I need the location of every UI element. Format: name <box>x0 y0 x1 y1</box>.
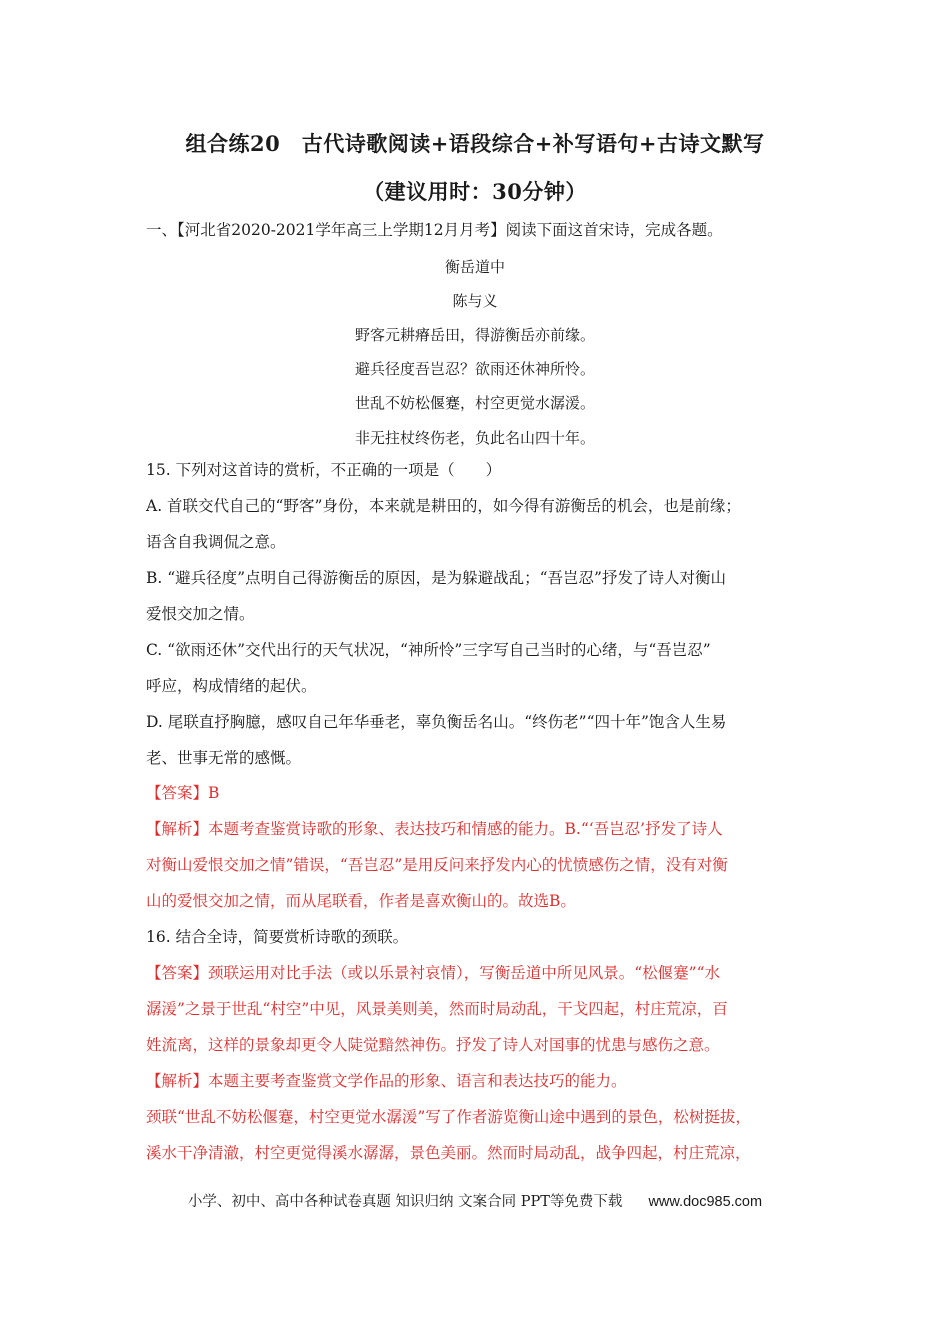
option-b: B. “避兵径度”点明自己得游衡岳的原因，是为躲避战乱；“吾岂忍”抒发了诗人对衡山 <box>146 569 726 587</box>
section-intro: 一、【河北省2020-2021学年高三上学期12月月考】阅读下面这首宋诗，完成各题。 <box>146 221 723 239</box>
option-c: C. “欲雨还休”交代出行的天气状况，“神所怜”三字写自己当时的心绪，与“吾岂忍” <box>146 641 711 659</box>
answer-16-line: 姓流离，这样的景象却更令人陡觉黯然神伤。抒发了诗人对国事的忧患与感伤之意。 <box>146 1036 720 1054</box>
option-d: D. 尾联直抒胸臆，感叹自己年华垂老，辜负衡岳名山。“终伤老”“四十年”饱含人生易 <box>146 713 727 731</box>
question-16-stem: 16. 结合全诗，简要赏析诗歌的颈联。 <box>146 928 409 946</box>
poem-line: 非无拄杖终伤老，负此名山四十年。 <box>354 429 595 447</box>
analysis-16-line: 【解析】本题主要考查鉴赏文学作品的形象、语言和表达技巧的能力。 <box>146 1072 627 1090</box>
analysis-15-line: 山的爱恨交加之情，而从尾联看，作者是喜欢衡山的。故选B。 <box>146 892 576 910</box>
page-footer <box>0 1190 950 1211</box>
answer-15: 【答案】B <box>146 784 220 802</box>
poem-title: 衡岳道中 <box>444 258 505 276</box>
question-15-stem: 15. 下列对这首诗的赏析，不正确的一项是（ ） <box>146 461 502 479</box>
answer-16-line: 潺湲”之景于世乱“村空”中见，风景美则美，然而时局动乱，干戈四起，村庄荒凉，百 <box>146 1000 728 1018</box>
poem-author: 陈与义 <box>452 292 498 310</box>
answer-16-line: 【答案】颈联运用对比手法（或以乐景衬哀情），写衡岳道中所见风景。“松偃蹇”“水 <box>146 964 721 982</box>
footer-url[interactable]: www.doc985.com <box>648 1194 763 1210</box>
analysis-16-line: 溪水干净清澈，村空更觉得溪水潺潺，景色美丽。然而时局动乱，战争四起，村庄荒凉， <box>146 1144 751 1162</box>
poem-line: 野客元耕瘠岳田，得游衡岳亦前缘。 <box>354 326 595 344</box>
page-title: 组合练20 古代诗歌阅读+语段综合+补写语句+古诗文默写 <box>185 131 765 156</box>
page-subtitle: （建议用时：30分钟） <box>363 179 587 204</box>
option-d-cont: 老、世事无常的感慨。 <box>146 749 302 767</box>
analysis-15-line: 对衡山爱恨交加之情”错误，“吾岂忍”是用反问来抒发内心的忧愤感伤之情，没有对衡 <box>146 856 728 874</box>
option-a-cont: 语含自我调侃之意。 <box>146 533 286 551</box>
analysis-16-line: 颈联“世乱不妨松偃蹇，村空更觉水潺湲”写了作者游览衡山途中遇到的景色，松树挺拔， <box>146 1108 751 1126</box>
poem-line: 世乱不妨松偃蹇，村空更觉水潺湲。 <box>354 394 595 412</box>
option-a: A. 首联交代自己的“野客”身份，本来就是耕田的，如今得有游衡岳的机会，也是前缘； <box>146 497 741 515</box>
poem-line: 避兵径度吾岂忍？欲雨还休神所怜。 <box>354 360 595 378</box>
option-b-cont: 爱恨交加之情。 <box>146 605 255 623</box>
footer-text: 小学、初中、高中各种试卷真题 知识归纳 文案合同 PPT等免费下载 <box>187 1194 623 1210</box>
option-c-cont: 呼应，构成情绪的起伏。 <box>146 677 317 695</box>
analysis-15-line: 【解析】本题考查鉴赏诗歌的形象、表达技巧和情感的能力。B.“‘吾岂忍’抒发了诗人 <box>146 820 723 838</box>
